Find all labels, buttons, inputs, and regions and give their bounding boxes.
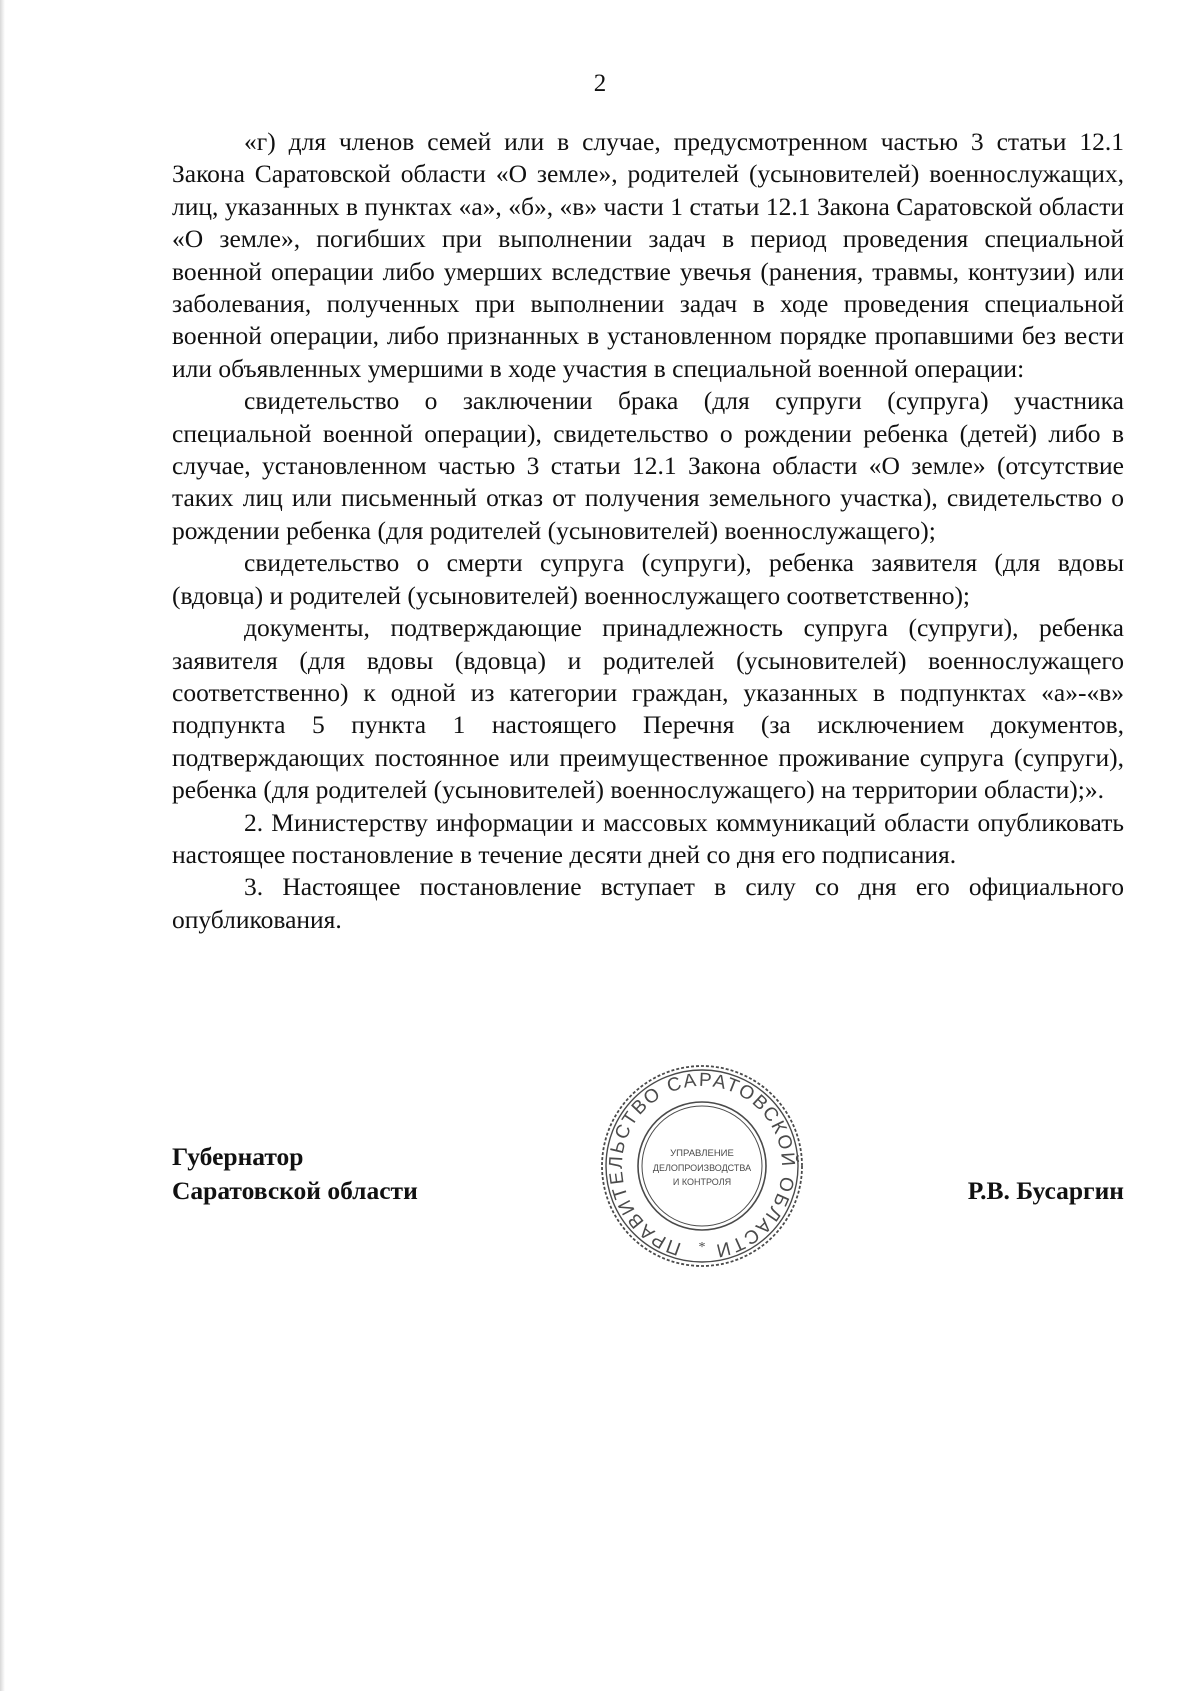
paragraph-clause-3: 3. Настоящее постановление вступает в силу со дня его официального опубликования.: [172, 872, 1124, 934]
signature-title-line-1: Губернатор: [172, 1142, 304, 1171]
seal-outer-text: ПРАВИТЕЛЬСТВО САРАТОВСКОЙ ОБЛАСТИ: [605, 1069, 799, 1262]
paragraph-clause-2: 2. Министерству информации и массовых коммуникаций области опубликовать настоящее постановление в течение десяти дней со дня его подписания.: [172, 807, 1124, 869]
seal-inner-line-1: УПРАВЛЕНИЕ: [670, 1148, 734, 1159]
seal-inner-line-2: ДЕЛОПРОИЗВОДСТВА: [652, 1163, 752, 1173]
paragraph-marriage-certificate: свидетельство о заключении брака (для супруги (супруга) участника специальной военной операции), свидетельство о рождении ребенка (детей) либо в случае, установленном частью 3 статьи 12.1 Закона области «О земле» (отсутствие таких лиц или письменный отказ от получения земельного участка), свидетельство о рождении ребенка (для родителей (усыновителей) военнослужащего);: [172, 386, 1124, 545]
scan-edge: [0, 0, 5, 1691]
official-seal: [596, 1060, 808, 1272]
signature-position: [172, 1140, 418, 1208]
svg-text:*: *: [698, 1240, 706, 1255]
signatory-name: Р.В. Бусаргин: [967, 1176, 1124, 1205]
paragraph-death-certificate: свидетельство о смерти супруга (супруги), ребенка заявителя (для вдовы (вдовца) и родителей (усыновителей) военнослужащего соответственно);: [172, 548, 1124, 610]
page-number: 2: [593, 70, 607, 97]
paragraph-supporting-documents: документы, подтверждающие принадлежность супруга (супруги), ребенка заявителя (для вдовы (вдовца) и родителей (усыновителей) военнослужащего соответственно) к одной из категории граждан, указанных в подпунктах «а»-«в» подпункта 5 пункта 1 настоящего Перечня (за исключением документов, подтверждающих постоянное или преимущественное проживание супруга (супруги), ребенка (для родителей (усыновителей) военнослужащего) на территории области);».: [172, 613, 1124, 805]
document-body: [172, 126, 1124, 936]
seal-inner-line-3: И КОНТРОЛЯ: [672, 1177, 732, 1187]
paragraph-list-item-g: «г) для членов семей или в случае, предусмотренном частью 3 статьи 12.1 Закона Саратовской области «О земле», родителей (усыновителей) военнослужащих, лиц, указанных в пунктах «а», «б», «в» части 1 статьи 12.1 Закона Саратовской области «О земле», погибших при выполнении задач в период проведения специальной военной операции либо умерших вследствие увечья (ранения, травмы, контузии) или заболевания, полученных при выполнении задач в ходе проведения специальной военной операции, либо признанных в установленном порядке пропавшими без вести или объявленных умершими в ходе участия в специальной военной операции:: [172, 127, 1124, 383]
signature-title-line-2: Саратовской области: [172, 1176, 418, 1205]
